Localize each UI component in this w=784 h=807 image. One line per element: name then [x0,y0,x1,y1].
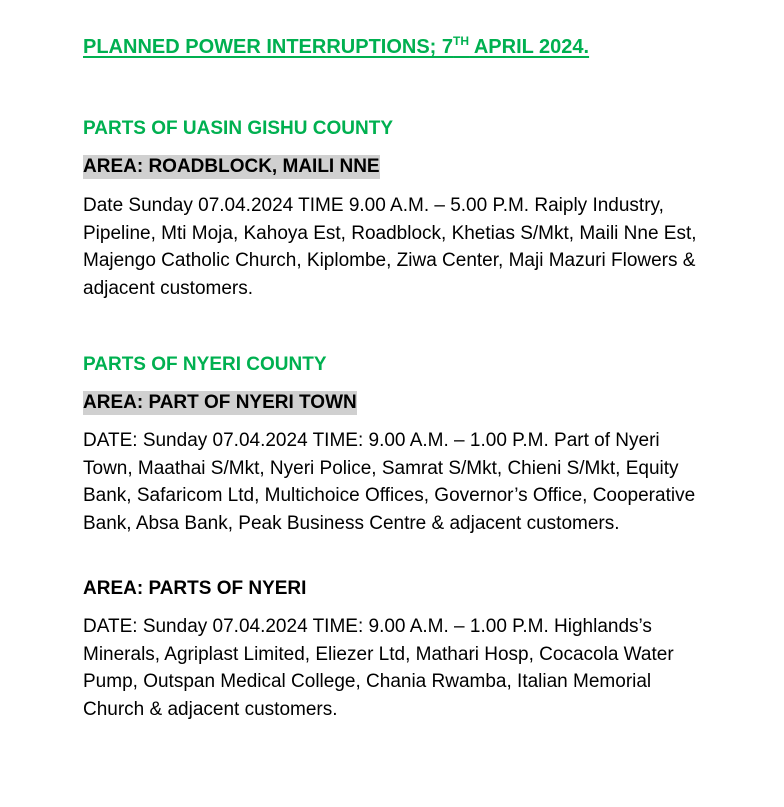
area-heading-parts-of-nyeri: AREA: PARTS OF NYERI [83,578,307,599]
area-details-roadblock-maili-nne: Date Sunday 07.04.2024 TIME 9.00 A.M. – 5.00 P.M. Raiply Industry, Pipeline, Mti Moja, Kahoya Est, Roadblock, Khetias S/Mkt, Maili Nne Est, Majengo Catholic Church, Kiplombe, Ziwa Center, Maji Mazuri Flowers & adjacent customers. [83,195,697,299]
title-superscript: TH [453,34,470,48]
area-details-part-of-nyeri-town: DATE: Sunday 07.04.2024 TIME: 9.00 A.M. – 1.00 P.M. Part of Nyeri Town, Maathai S/Mkt, Nyeri Police, Samrat S/Mkt, Chieni S/Mkt, Equity Bank, Safaricom Ltd, Multichoice Offices, Governor’s Office, Cooperative Bank, Absa Bank, Peak Business Centre & adjacent customers. [83,430,696,534]
county-heading-nyeri: PARTS OF NYERI COUNTY [83,354,327,375]
county-heading-uasin-gishu: PARTS OF UASIN GISHU COUNTY [83,118,393,139]
area-heading-roadblock-maili-nne [83,155,380,179]
area-details-parts-of-nyeri: DATE: Sunday 07.04.2024 TIME: 9.00 A.M. – 1.00 P.M. Highlands’s Minerals, Agriplast Limited, Eliezer Ltd, Mathari Hosp, Cocacola Water Pump, Outspan Medical College, Chania Rwamba, Italian Memorial Church & adjacent customers. [83,616,674,720]
page-title [83,33,589,61]
area-heading-highlight: AREA: PART OF NYERI TOWN [83,392,357,413]
area-heading-highlight: AREA: ROADBLOCK, MAILI NNE [83,156,380,177]
area-heading-part-of-nyeri-town [83,391,357,415]
title-prefix: PLANNED POWER INTERRUPTIONS; 7 [83,36,454,58]
title-suffix: APRIL 2024. [469,36,590,58]
